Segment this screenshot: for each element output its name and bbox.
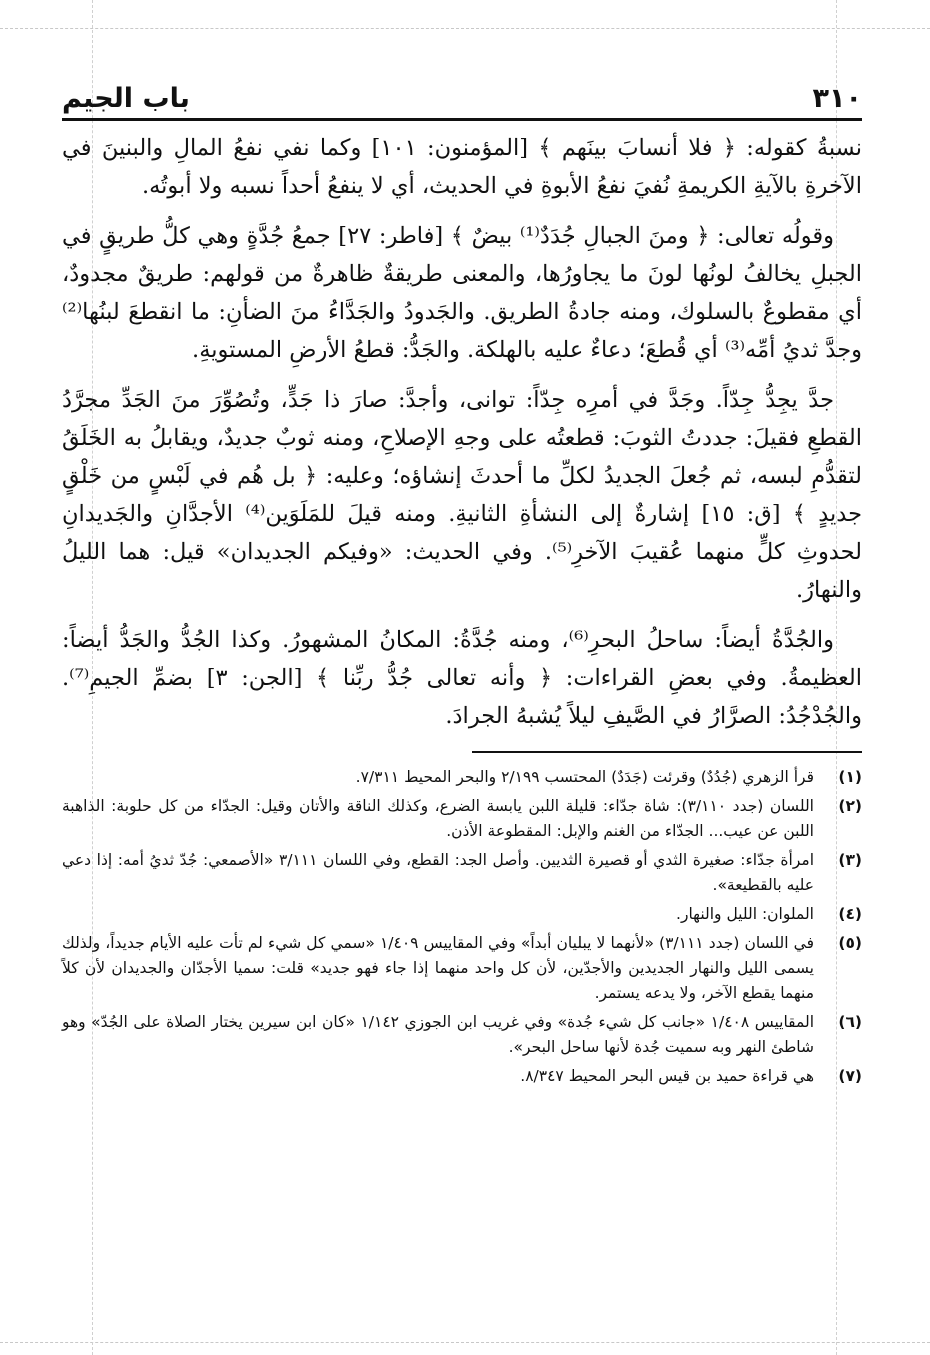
main-text xyxy=(62,129,862,735)
paragraph: والجُدَّةُ أيضاً: ساحلُ البحرِ⁽⁶⁾، ومنه جُدَّةُ: المكانُ المشهورُ. وكذا الجُدُّ والجَدُّ أيضاً: العظيمةُ. وفي بعضِ القراءات: ﴿ وأنه تعالى جُدُّ ربِّنا ﴾ [الجن: ٣] بضمِّ الجيمِ⁽⁷⁾. والجُدْجُدُ: الصرَّارُ في الصَّيفِ ليلاً يُشبهُ الجرادَ. xyxy=(62,627,862,729)
footnote-text: هي قراءة حميد بن قيس البحر المحيط ٨/٣٤٧. xyxy=(520,1067,814,1085)
footnotes xyxy=(62,765,862,1089)
footnote-text: المقاييس ١/٤٠٨ «جانب كل شيء جُدة» وفي غريب ابن الجوزي ١/١٤٢ «كان ابن سيرين يختار الصلاة على الجُدّ» وهو شاطئ النهر وبه سميت جُدة لأنها ساحل البحر». xyxy=(62,1013,815,1056)
footnote-text: الملوان: الليل والنهار. xyxy=(676,905,814,923)
chapter-title: باب الجيم xyxy=(62,83,190,114)
footnote-text: اللسان (جدد ٣/١١٠): شاة جدّاء: قليلة اللبن يابسة الضرع، وكذلك الناقة والأتان وقيل: الجدّاء من كل حلوبة: الذاهبة اللبن عن عيب... الجدّاء من الغنم والإبل: المقطوعة الأذن. xyxy=(62,797,814,840)
footnote-item xyxy=(62,1064,862,1089)
footnote-number: (٦) xyxy=(838,1013,862,1031)
footnote-number: (٥) xyxy=(838,934,862,952)
footnote-text: في اللسان (جدد ٣/١١١) «لأنهما لا يبليان أبداً» وفي المقاييس ١/٤٠٩ «سمي كل شيء لم تأت عليه الأيام جديداً، ولذلك يسمى الليل والنهار الجديدين والأجدّين، لأن كل واحد منهما إذا جاء فهو جديد» قلت: سميا الأجدّان والجديدان لأن كلاً منهما يقطع الآخر، ولا يدعه يستمر. xyxy=(62,934,814,1002)
footnote-item xyxy=(62,765,862,790)
footnote-item xyxy=(62,848,862,898)
paragraph: وقولُه تعالى: ﴿ ومنَ الجبالِ جُدَدٌ⁽¹⁾ بيضٌ ﴾ [فاطر: ٢٧] جمعُ جُدَّةٍ وهي كلُّ طريقٍ في الجبلِ يخالفُ لونُها لونَ ما يجاورُها، والمعنى طريقةٌ ظاهرةٌ من قولهم: طريقٌ مجدودٌ، أي مقطوعٌ بالسلوك، ومنه جادةُ الطريق. والجَدودُ والجَدَّاءُ منَ الضأنِ: ما انقطعَ لبنُها⁽²⁾ وجدَّ ثديُ أمِّه⁽³⁾ أي قُطعَ؛ دعاءٌ عليه بالهلكة. والجَدُّ: قطعُ الأرضِ المستويةِ. xyxy=(62,223,862,363)
page-header xyxy=(62,68,862,114)
footnote-text: امرأة جدّاء: صغيرة الثدي أو قصيرة الثديين. وأصل الجد: القطع، وفي اللسان ٣/١١١ «الأصمعي: جُدّ ثديُ أمه: إذا دعي عليه بالقطيعة». xyxy=(62,851,814,894)
paragraph: جدَّ يجِدُّ جِدّاً. وجَدَّ في أمرِه جِدّاً: توانى، وأجدَّ: صارَ ذا جَدٍّ، وتُصُوِّرَ منَ الجَدِّ مجرَّدُ القطعِ فقيلَ: جددتُ الثوبَ: قطعتُه على وجهِ الإصلاحِ، ومنه ثوبٌ جديدٌ، ويقابلُ به الخَلَقُ لتقدُّمِ لبسه، ثم جُعلَ الجديدُ لكلِّ ما أحدثَ إنشاؤه؛ وعليه: ﴿ بل هُم في لَبْسٍ من خَلْقٍ جديدٍ ﴾ [ق: ١٥] إشارةٌ إلى النشأةِ الثانيةِ. ومنه قيلَ للمَلَوَين⁽⁴⁾ الأجدَّانِ والجَديدانِ لحدوثِ كلٍّ منهما عُقيبَ الآخرِ⁽⁵⁾. وفي الحديث: «وفيكم الجديدان» قيل: هما الليلُ والنهارُ. xyxy=(62,387,863,603)
footnote-text: قرأ الزهري (جُدُدٌ) وقرئت (جَدَدٌ) المحتسب ٢/١٩٩ والبحر المحيط ٧/٣١١. xyxy=(355,768,814,786)
scan-guide-line xyxy=(0,28,930,29)
footnote-item xyxy=(62,1010,862,1060)
book-page xyxy=(62,68,862,1338)
page-number: ٣١٠ xyxy=(812,83,862,114)
footnote-item xyxy=(62,902,862,927)
header-rule xyxy=(62,118,862,121)
footnote-number: (٣) xyxy=(838,851,862,869)
footnote-number: (١) xyxy=(838,768,862,786)
paragraph: نسبةُ كقوله: ﴿ فلا أنسابَ بينَهم ﴾ [المؤمنون: ١٠١] وكما نفي نفعُ المالِ والبنينَ في الآخرةِ بالآيةِ الكريمةِ نُفيَ نفعُ الأبوةِ في الحديث، أي لا ينفعُ أحداً نسبه ولا أبوتُه. xyxy=(62,135,863,199)
footnote-separator xyxy=(472,751,862,753)
footnote-item xyxy=(62,931,862,1006)
footnote-number: (٢) xyxy=(838,797,862,815)
scan-guide-line xyxy=(0,1342,930,1343)
footnote-item xyxy=(62,794,862,844)
footnote-number: (٧) xyxy=(838,1067,862,1085)
footnote-number: (٤) xyxy=(838,905,862,923)
